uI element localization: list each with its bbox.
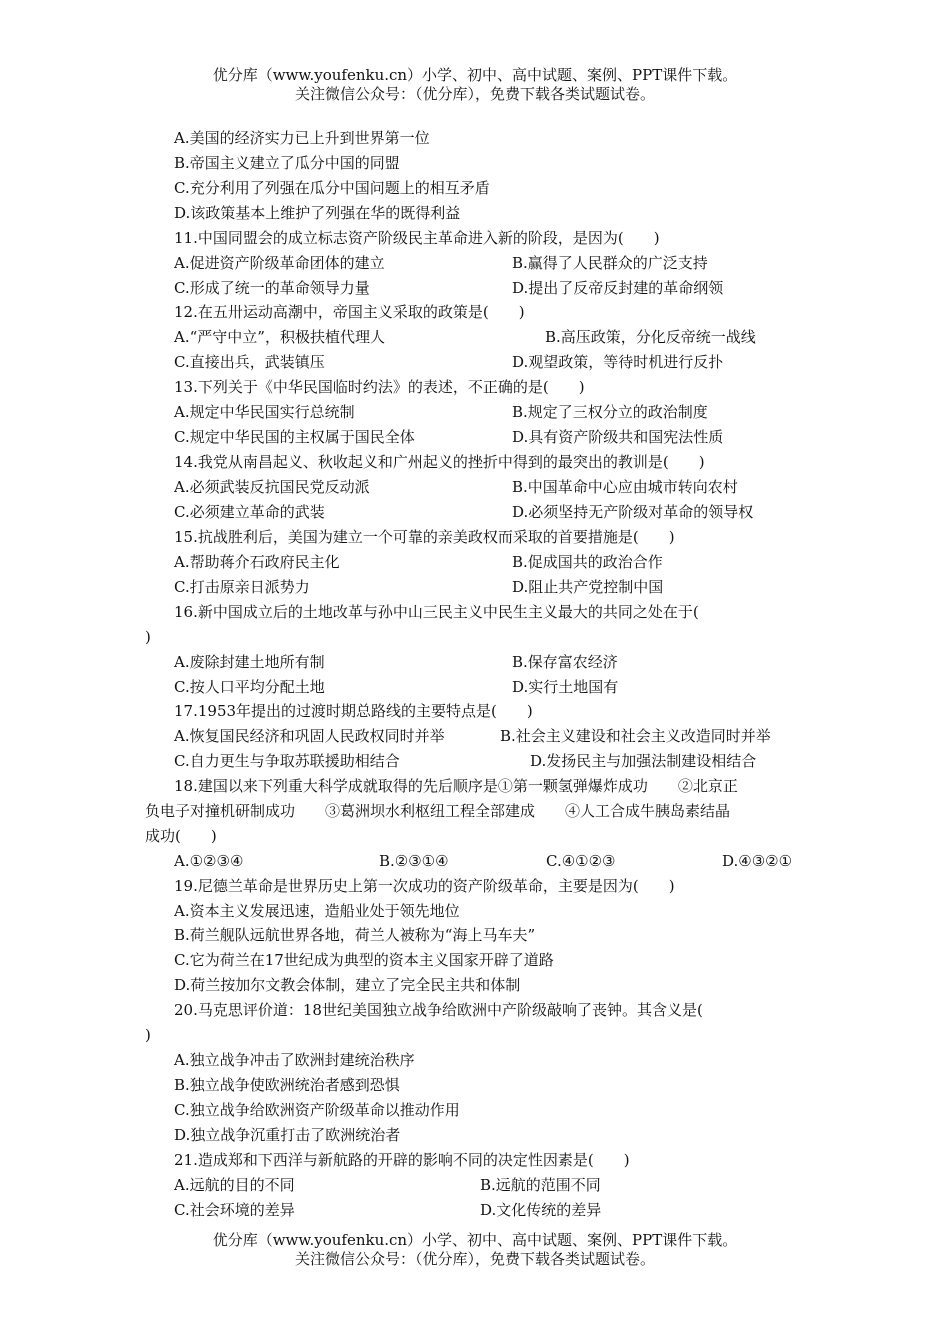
q19-stem: 19.尼德兰革命是世界历史上第一次成功的资产阶级革命，主要是因为( ) — [174, 877, 675, 895]
q15-option-b: B.促成国共的政治合作 — [512, 553, 663, 571]
q13-option-a: A.规定中华民国实行总统制 — [174, 403, 355, 421]
q18-stem-line2: 负电子对撞机研制成功 ③葛洲坝水利枢纽工程全部建成 ④人工合成牛胰岛素结晶 — [145, 802, 731, 820]
q16-option-b: B.保存富农经济 — [512, 653, 618, 671]
q21-option-d: D.文化传统的差异 — [480, 1201, 602, 1219]
q14-option-c: C.必须建立革命的武装 — [174, 503, 325, 521]
q17-option-b: B.社会主义建设和社会主义改造同时并举 — [500, 727, 771, 745]
q19-option-c: C.它为荷兰在17世纪成为典型的资本主义国家开辟了道路 — [174, 951, 554, 969]
q17-option-a: A.恢复国民经济和巩固人民政权同时并举 — [174, 727, 445, 745]
q18-stem-line3: 成功( ) — [145, 827, 217, 845]
q13-option-d: D.具有资产阶级共和国宪法性质 — [512, 428, 724, 446]
header-line-1: 优分库（www.youfenku.cn）小学、初中、高中试题、案例、PPT课件下载。 — [212, 66, 738, 84]
q11-option-d: D.提出了反帝反封建的革命纲领 — [512, 279, 724, 297]
q16-option-c: C.按人口平均分配土地 — [174, 678, 325, 696]
q18-option-a: A.①②③④ — [174, 852, 244, 870]
page-footer — [0, 1231, 950, 1269]
header-line-2: 关注微信公众号：（优分库），免费下载各类试题试卷。 — [294, 85, 655, 103]
q19-option-a: A.资本主义发展迅速，造船业处于领先地位 — [174, 902, 460, 920]
q13-stem: 13.下列关于《中华民国临时约法》的表述，不正确的是( ) — [174, 378, 585, 396]
q20-option-a: A.独立战争冲击了欧洲封建统治秩序 — [174, 1051, 415, 1069]
q20-stem-line2: ) — [145, 1026, 151, 1044]
q16-option-a: A.废除封建土地所有制 — [174, 653, 325, 671]
q11-option-c: C.形成了统一的革命领导力量 — [174, 279, 370, 297]
q20-stem-line1: 20.马克思评价道：18世纪美国独立战争给欧洲中产阶级敲响了丧钟。其含义是( — [174, 1001, 703, 1019]
footer-line-2: 关注微信公众号：（优分库），免费下载各类试题试卷。 — [294, 1250, 655, 1268]
q12-option-b: B.高压政策，分化反帝统一战线 — [545, 328, 756, 346]
q15-option-a: A.帮助蒋介石政府民主化 — [174, 553, 340, 571]
q17-option-d: D.发扬民主与加强法制建设相结合 — [530, 752, 757, 770]
q20-option-b: B.独立战争使欧洲统治者感到恐惧 — [174, 1076, 400, 1094]
q14-stem: 14.我党从南昌起义、秋收起义和广州起义的挫折中得到的最突出的教训是( ) — [174, 453, 705, 471]
q12-option-d: D.观望政策，等待时机进行反扑 — [512, 353, 724, 371]
q15-stem: 15.抗战胜利后，美国为建立一个可靠的亲美政权而采取的首要措施是( ) — [174, 528, 675, 546]
q13-option-c: C.规定中华民国的主权属于国民全体 — [174, 428, 415, 446]
footer-line-1: 优分库（www.youfenku.cn）小学、初中、高中试题、案例、PPT课件下载。 — [212, 1231, 738, 1249]
q11-option-b: B.赢得了人民群众的广泛支持 — [512, 254, 708, 272]
q12-option-c: C.直接出兵，武装镇压 — [174, 353, 325, 371]
q12-stem: 12.在五卅运动高潮中，帝国主义采取的政策是( ) — [174, 303, 525, 321]
q18-option-b: B.②③①④ — [379, 852, 449, 870]
q15-option-d: D.阻止共产党控制中国 — [512, 578, 664, 596]
q19-option-b: B.荷兰舰队远航世界各地，荷兰人被称为“海上马车夫” — [174, 926, 536, 944]
q17-stem: 17.1953年提出的过渡时期总路线的主要特点是( ) — [174, 702, 533, 720]
q11-option-a: A.促进资产阶级革命团体的建立 — [174, 254, 385, 272]
q21-option-c: C.社会环境的差异 — [174, 1201, 295, 1219]
q20-option-d: D.独立战争沉重打击了欧洲统治者 — [174, 1126, 401, 1144]
q21-stem: 21.造成郑和下西洋与新航路的开辟的影响不同的决定性因素是( ) — [174, 1151, 630, 1169]
q12-option-a: A.“严守中立”，积极扶植代理人 — [174, 328, 385, 346]
q17-option-c: C.自力更生与争取苏联援助相结合 — [174, 752, 400, 770]
q14-option-a: A.必须武装反抗国民党反动派 — [174, 478, 370, 496]
q18-option-c: C.④①②③ — [546, 852, 616, 870]
q18-option-d: D.④③②① — [722, 852, 793, 870]
q13-option-b: B.规定了三权分立的政治制度 — [512, 403, 708, 421]
q20-option-c: C.独立战争给欧洲资产阶级革命以推动作用 — [174, 1101, 460, 1119]
q21-option-a: A.远航的目的不同 — [174, 1176, 295, 1194]
q16-stem-line1: 16.新中国成立后的土地改革与孙中山三民主义中民生主义最大的共同之处在于( — [174, 603, 699, 621]
q14-option-d: D.必须坚持无产阶级对革命的领导权 — [512, 503, 754, 521]
q21-option-b: B.远航的范围不同 — [480, 1176, 601, 1194]
q16-stem-line2: ) — [145, 628, 151, 646]
q10-option-d: D.该政策基本上维护了列强在华的既得利益 — [174, 204, 461, 222]
q10-option-a: A.美国的经济实力已上升到世界第一位 — [174, 129, 430, 147]
q15-option-c: C.打击原亲日派势力 — [174, 578, 310, 596]
q19-option-d: D.荷兰按加尔文教会体制，建立了完全民主共和体制 — [174, 976, 521, 994]
q18-stem-line1: 18.建国以来下列重大科学成就取得的先后顺序是①第一颗氢弹爆炸成功 ②北京正 — [174, 777, 738, 795]
q10-option-b: B.帝国主义建立了瓜分中国的同盟 — [174, 154, 400, 172]
q14-option-b: B.中国革命中心应由城市转向农村 — [512, 478, 738, 496]
q16-option-d: D.实行土地国有 — [512, 678, 619, 696]
q10-option-c: C.充分利用了列强在瓜分中国问题上的相互矛盾 — [174, 179, 490, 197]
page-header — [0, 66, 950, 104]
q11-stem: 11.中国同盟会的成立标志资产阶级民主革命进入新的阶段，是因为( ) — [174, 229, 660, 247]
